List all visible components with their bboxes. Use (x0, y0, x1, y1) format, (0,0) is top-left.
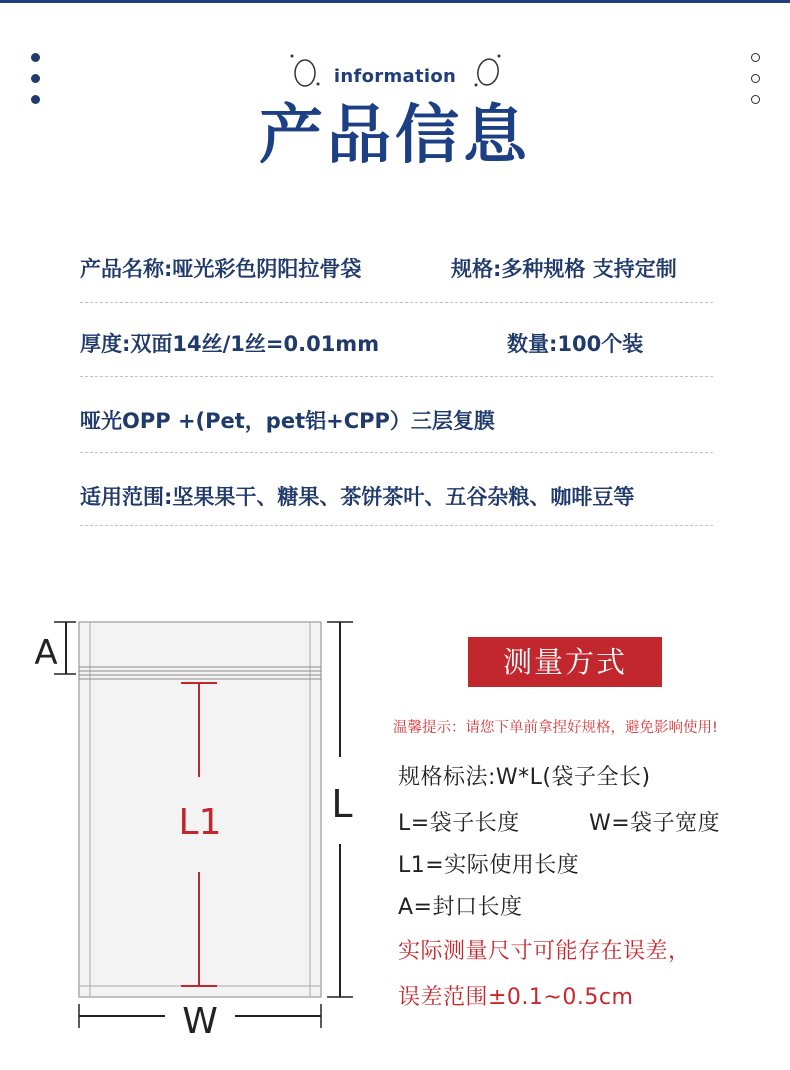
product-material: 哑光OPP +(Pet，pet铝+CPP）三层复膜 (80, 409, 495, 433)
spec-l1: L1=实际使用长度 (398, 853, 580, 878)
label-l1: L1 (178, 802, 222, 843)
spec-a: A=封口长度 (398, 895, 523, 920)
spec-w: W=袋子宽度 (589, 811, 721, 836)
bubble-icon (468, 52, 508, 92)
top-border (0, 0, 790, 3)
spec-error-note: 实际测量尺寸可能存在误差， (398, 939, 691, 964)
spec-format: 规格标法:W*L(袋子全长) (398, 765, 651, 790)
info-row-usage (80, 482, 713, 526)
subtitle: information (333, 66, 457, 87)
subtitle-row (0, 52, 790, 92)
spec-l: L=袋子长度 (398, 811, 520, 836)
product-quantity: 数量:100个装 (507, 332, 644, 356)
tip-text: 温馨提示：请您下单前拿捏好规格，避免影响使用! (393, 720, 718, 736)
product-spec: 规格:多种规格 支持定制 (451, 257, 677, 281)
info-row-material (80, 406, 713, 453)
spec-error-range: 误差范围±0.1~0.5cm (398, 985, 634, 1010)
page-title: 产品信息 (259, 99, 531, 173)
label-l: L (331, 782, 353, 826)
product-name: 产品名称:哑光彩色阴阳拉骨袋 (80, 257, 362, 281)
info-row-name (80, 254, 713, 303)
product-usage: 适用范围:坚果果干、糖果、茶饼茶叶、五谷杂粮、咖啡豆等 (80, 485, 635, 509)
info-row-thickness (80, 329, 713, 377)
product-thickness: 厚度:双面14丝/1丝=0.01mm (80, 332, 380, 356)
measure-badge: 测量方式 (468, 637, 662, 687)
label-a: A (34, 633, 58, 673)
label-w: W (182, 1001, 218, 1042)
